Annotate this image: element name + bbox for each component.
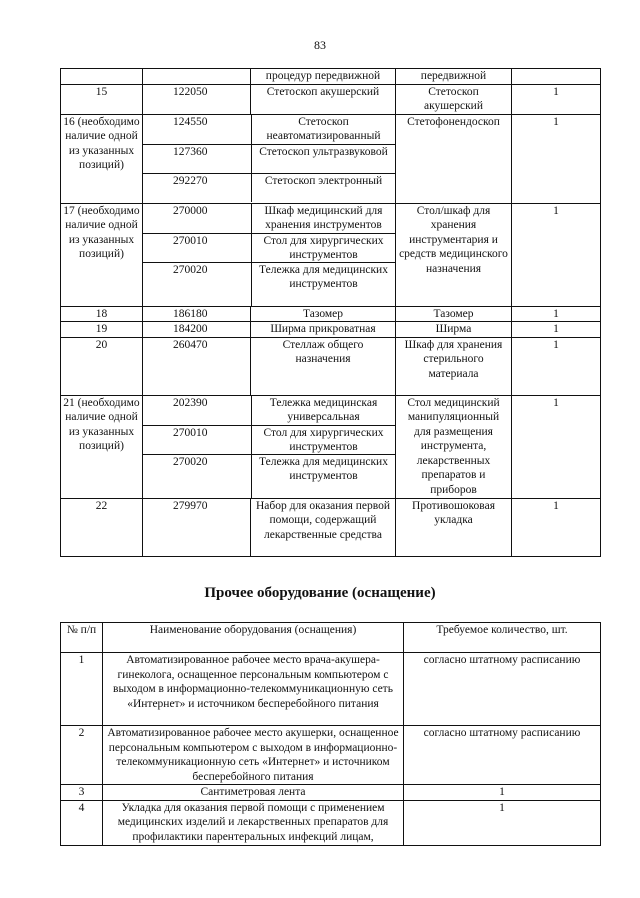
row-quantity: 1 xyxy=(512,498,601,556)
row-purpose: Противошоковая укладка xyxy=(396,498,512,556)
row-name: Укладка для оказания первой помощи с применением медицинских изделий и лекарственных препаратов для профилактики парентеральных инфекций лицам, xyxy=(103,800,404,845)
table-row xyxy=(61,337,601,395)
table-row xyxy=(61,84,601,114)
row-quantity: согласно штатному расписанию xyxy=(404,653,601,726)
row-number: 19 xyxy=(61,322,143,338)
sub-name: Тележка для медицинских инструментов xyxy=(252,262,395,306)
sub-code: 270010 xyxy=(143,233,251,262)
row-code: 279970 xyxy=(143,498,251,556)
row-quantity: 1 xyxy=(512,203,601,306)
table-row xyxy=(61,322,601,338)
row-code: 260470 xyxy=(143,337,251,395)
section-title: Прочее оборудование (оснащение) xyxy=(204,585,436,601)
row-number: 22 xyxy=(61,498,143,556)
sub-code: 270020 xyxy=(143,454,251,498)
row-number: 18 xyxy=(61,306,143,322)
table-row xyxy=(61,69,601,85)
sub-name: Стетоскоп электронный xyxy=(252,173,395,202)
sub-code: 292270 xyxy=(143,173,251,202)
row-code: 184200 xyxy=(143,322,251,338)
row-quantity: 1 xyxy=(512,322,601,338)
row-quantity: согласно штатному расписанию xyxy=(404,726,601,785)
header-name: Наименование оборудования (оснащения) xyxy=(103,623,404,653)
row-name: Ширма прикроватная xyxy=(251,322,396,338)
row-purpose: Стетофонендоскоп xyxy=(396,114,512,203)
row-number xyxy=(61,69,143,85)
row-code: 122050 xyxy=(143,84,251,114)
row-name: Набор для оказания первой помощи, содержащий лекарственные средства xyxy=(251,498,396,556)
table-row xyxy=(61,498,601,556)
row-number: 16 (необходимо наличие одной из указанных позиций) xyxy=(61,114,143,203)
sub-code: 127360 xyxy=(143,144,251,173)
row-subitems xyxy=(143,203,396,306)
row-purpose: Тазомер xyxy=(396,306,512,322)
table-row xyxy=(61,114,601,203)
row-number: 21 (необходимо наличие одной из указанных позиций) xyxy=(61,395,143,498)
other-equipment-table xyxy=(60,622,601,846)
row-subitems xyxy=(143,395,396,498)
sub-code: 202390 xyxy=(173,396,208,409)
row-quantity: 1 xyxy=(512,306,601,322)
sub-code: 124550 xyxy=(173,115,208,128)
table-row xyxy=(61,726,601,785)
header-quantity: Требуемое количество, шт. xyxy=(404,623,601,653)
row-number: 4 xyxy=(61,800,103,845)
row-number: 3 xyxy=(61,785,103,801)
sub-code: 270000 xyxy=(173,204,208,217)
row-purpose: Стол/шкаф для хранения инструментария и средств медицинского назначения xyxy=(396,203,512,306)
sub-name: Стетоскоп ультразвуковой xyxy=(252,144,395,173)
sub-name: Тележка для медицинских инструментов xyxy=(252,454,395,498)
row-code xyxy=(143,69,251,85)
row-number: 1 xyxy=(61,653,103,726)
row-quantity: 1 xyxy=(512,395,601,498)
sub-name: Тележка медицинская универсальная xyxy=(269,396,378,423)
row-number: 20 xyxy=(61,337,143,395)
sub-code: 270020 xyxy=(143,262,251,306)
row-name: Стетоскоп акушерский xyxy=(251,84,396,114)
row-purpose: Стетоскоп акушерский xyxy=(396,84,512,114)
row-number: 17 (необходимо наличие одной из указанных позиций) xyxy=(61,203,143,306)
table-row xyxy=(61,306,601,322)
equipment-table xyxy=(60,68,601,557)
row-number: 2 xyxy=(61,726,103,785)
table-header-row xyxy=(61,623,601,653)
row-quantity: 1 xyxy=(404,785,601,801)
sub-name: Стол для хирургических инструментов xyxy=(252,425,395,454)
sub-name: Стол для хирургических инструментов xyxy=(252,233,395,262)
header-number: № п/п xyxy=(61,623,103,653)
page-number: 83 xyxy=(314,38,326,52)
row-purpose: Ширма xyxy=(396,322,512,338)
row-name: Автоматизированное рабочее место акушерки, оснащенное персональным компьютером с выходом в информационно-телекоммуникационную сеть «Интернет» и источником бесперебойного питания xyxy=(103,726,404,785)
row-purpose: Стол медицинский манипуляционный для размещения инструмента, лекарственных препаратов и приборов xyxy=(396,395,512,498)
row-quantity: 1 xyxy=(512,337,601,395)
sub-code: 270010 xyxy=(143,425,251,454)
row-name: Стеллаж общего назначения xyxy=(251,337,396,395)
row-purpose: передвижной xyxy=(396,69,512,85)
row-name: процедур передвижной xyxy=(251,69,396,85)
row-quantity: 1 xyxy=(512,84,601,114)
row-name: Тазомер xyxy=(251,306,396,322)
row-name: Сантиметровая лента xyxy=(103,785,404,801)
row-subitems xyxy=(143,114,396,203)
table-row xyxy=(61,203,601,306)
table-row xyxy=(61,653,601,726)
row-quantity: 1 xyxy=(512,114,601,203)
sub-name: Шкаф медицинский для хранения инструментов xyxy=(264,204,383,231)
table-row xyxy=(61,800,601,845)
row-quantity xyxy=(512,69,601,85)
table-row xyxy=(61,785,601,801)
sub-name: Стетоскоп неавтоматизированный xyxy=(266,115,381,142)
row-name: Автоматизированное рабочее место врача-акушера-гинеколога, оснащенное персональным компьютером с выходом в информационно-телекоммуникационную сеть «Интернет» и источником бесперебойного питания xyxy=(103,653,404,726)
table-row xyxy=(61,395,601,498)
row-purpose: Шкаф для хранения стерильного материала xyxy=(396,337,512,395)
row-quantity: 1 xyxy=(404,800,601,845)
row-code: 186180 xyxy=(143,306,251,322)
row-number: 15 xyxy=(61,84,143,114)
